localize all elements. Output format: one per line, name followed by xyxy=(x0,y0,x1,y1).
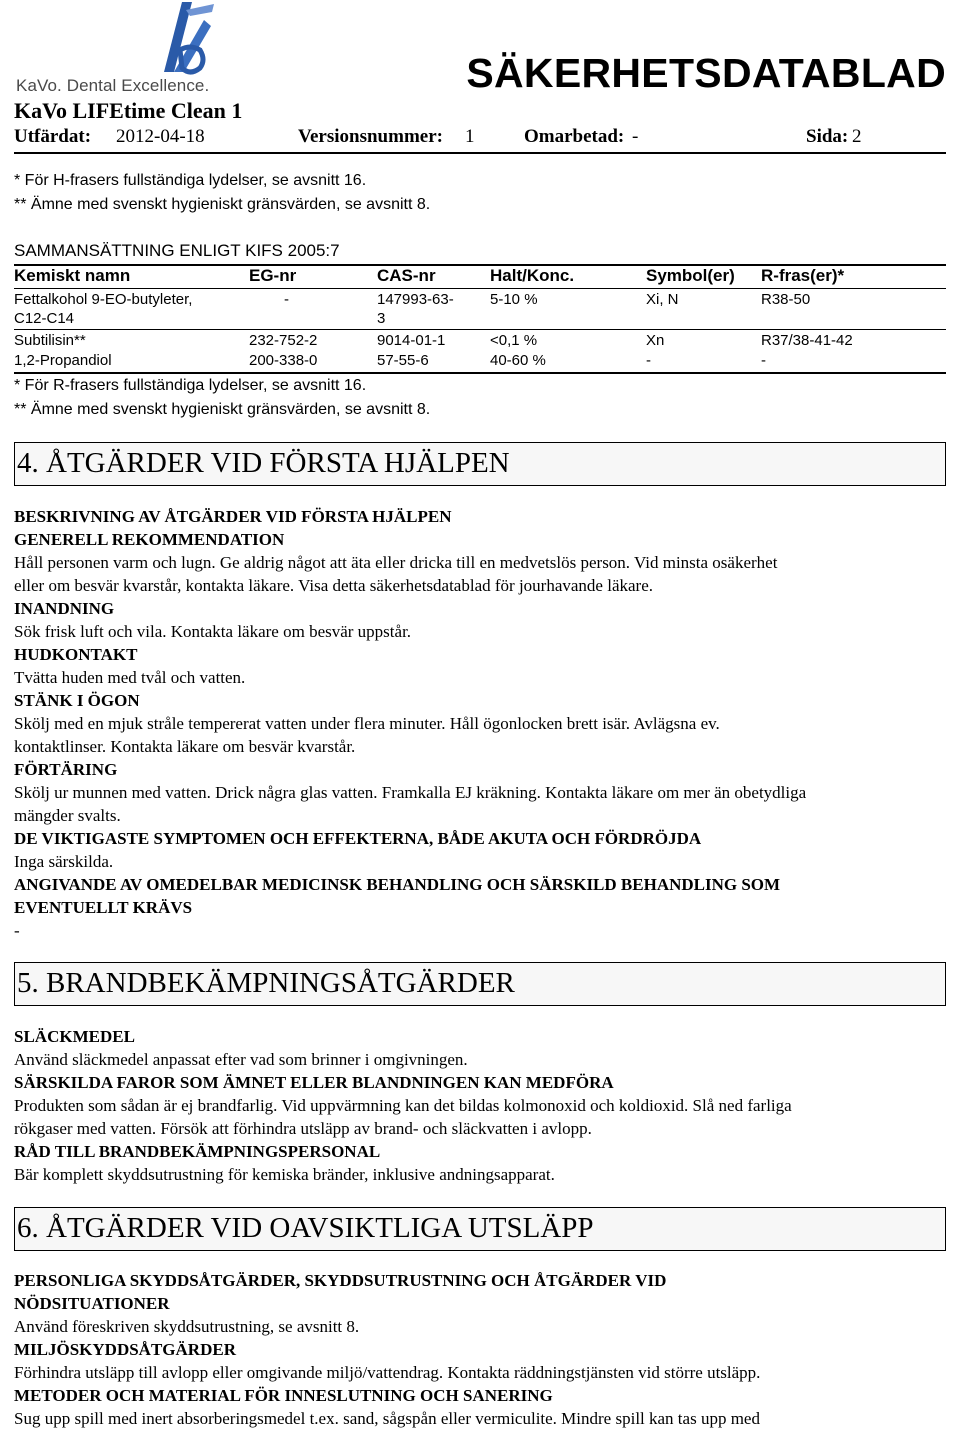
col-header-eg: EG-nr xyxy=(249,266,297,285)
subheading: METODER OCH MATERIAL FÖR INNESLUTNING OCH SANERING xyxy=(14,1386,553,1405)
body-text: Tvätta huden med tvål och vatten. xyxy=(14,668,246,687)
note-r-phrases: * För R-frasers fullständiga lydelser, se avsnitt 16. xyxy=(14,377,367,394)
cell-name: Subtilisin** xyxy=(14,332,86,349)
cell-symbol: Xn xyxy=(646,332,665,349)
subheading: EVENTUELLT KRÄVS xyxy=(14,898,193,917)
cell-cas: 9014-01-1 xyxy=(377,332,446,349)
revised-label: Omarbetad: xyxy=(524,126,625,147)
section-6-heading xyxy=(14,1207,946,1251)
cell-symbol: - xyxy=(646,352,651,369)
logo-tagline: KaVo. Dental Excellence. xyxy=(16,76,210,95)
page-label: Sida: xyxy=(806,126,849,147)
cell-cas: 147993-63- xyxy=(377,291,454,308)
subheading: BESKRIVNING AV ÅTGÄRDER VID FÖRSTA HJÄLPEN xyxy=(14,507,452,526)
subheading: SLÄCKMEDEL xyxy=(14,1027,135,1046)
body-text: kontaktlinser. Kontakta läkare om besvär kvarstår. xyxy=(14,737,356,756)
composition-title: SAMMANSÄTTNING ENLIGT KIFS 2005:7 xyxy=(14,241,340,260)
document-meta xyxy=(14,126,946,154)
body-text: eller om besvär kvarstår, kontakta läkare. Visa detta säkerhetsdatablad för jourhavande läkare. xyxy=(14,576,653,595)
cell-eg: 200-338-0 xyxy=(249,352,318,369)
version-label: Versionsnummer: xyxy=(298,126,443,147)
body-text: Använd släckmedel anpassat efter vad som brinner i omgivningen. xyxy=(14,1050,468,1069)
body-text: mängder svalts. xyxy=(14,806,121,825)
cell-conc: 5-10 % xyxy=(490,291,538,308)
cell-conc: 40-60 % xyxy=(490,352,546,369)
body-text: - xyxy=(14,921,20,940)
cell-name: 1,2-Propandiol xyxy=(14,352,112,369)
body-text: Skölj ur munnen med vatten. Drick några glas vatten. Framkalla EJ kräkning. Kontakta läkare om mer än obetydliga xyxy=(14,783,807,802)
subheading: ANGIVANDE AV OMEDELBAR MEDICINSK BEHANDLING OCH SÄRSKILD BEHANDLING SOM xyxy=(14,875,781,894)
cell-cas: 57-55-6 xyxy=(377,352,429,369)
cell-r-phrase: R38-50 xyxy=(761,291,811,308)
header-rule xyxy=(14,152,946,154)
subheading: GENERELL REKOMMENDATION xyxy=(14,530,285,549)
subheading: PERSONLIGA SKYDDSÅTGÄRDER, SKYDDSUTRUSTNING OCH ÅTGÄRDER VID xyxy=(14,1271,667,1290)
col-header-name: Kemiskt namn xyxy=(14,266,131,285)
kavo-logo-icon xyxy=(14,0,224,80)
cell-name: Fettalkohol 9-EO-butyleter, xyxy=(14,291,193,308)
body-text: Håll personen varm och lugn. Ge aldrig något att äta eller dricka till en medvetslös person. Vid minsta osäkerhet xyxy=(14,553,778,572)
note-h-phrases: * För H-frasers fullständiga lydelser, se avsnitt 16. xyxy=(14,172,367,189)
section-5-heading xyxy=(14,962,946,1006)
subheading: RÅD TILL BRANDBEKÄMPNINGSPERSONAL xyxy=(14,1142,381,1161)
product-name: KaVo LIFEtime Clean 1 xyxy=(14,98,243,123)
cell-r-phrase: R37/38-41-42 xyxy=(761,332,853,349)
body-text: Bär komplett skyddsutrustning för kemiska bränder, inklusive andningsapparat. xyxy=(14,1165,555,1184)
section-4-heading xyxy=(14,442,946,486)
body-text: Sök frisk luft och vila. Kontakta läkare om besvär uppstår. xyxy=(14,622,412,641)
subheading: DE VIKTIGASTE SYMPTOMEN OCH EFFEKTERNA, BÅDE AKUTA OCH FÖRDRÖJDA xyxy=(14,829,702,848)
subheading: MILJÖSKYDDSÅTGÄRDER xyxy=(14,1340,236,1359)
cell-eg: - xyxy=(284,291,289,308)
table-row-rule xyxy=(14,329,946,330)
body-text: Skölj med en mjuk stråle tempererat vatten under flera minuter. Håll ögonlocken brett isär. Avlägsna ev. xyxy=(14,714,720,733)
table-header-rule xyxy=(14,288,946,289)
cell-r-phrase: - xyxy=(761,352,766,369)
page-value: 2 xyxy=(852,126,862,147)
body-text: rökgaser med vatten. Försök att förhindra utsläpp av brand- och släckvatten i avlopp. xyxy=(14,1119,592,1138)
note-hygiene: ** Ämne med svenskt hygieniskt gränsvärden, se avsnitt 8. xyxy=(14,196,431,213)
body-text: Produkten som sådan är ej brandfarlig. Vid uppvärmning kan det bildas kolmonoxid och koldioxid. Slå ned farliga xyxy=(14,1096,792,1115)
col-header-symbol: Symbol(er) xyxy=(646,266,735,285)
subheading: HUDKONTAKT xyxy=(14,645,138,664)
cell-cas: 3 xyxy=(377,310,386,327)
version-value: 1 xyxy=(465,126,475,147)
col-header-r-phrase: R-fras(er)* xyxy=(761,266,845,285)
body-text: Förhindra utsläpp till avlopp eller omgivande miljö/vattendrag. Kontakta räddningstjänsten vid större utsläpp. xyxy=(14,1363,761,1382)
section-4-title: 4. ÅTGÄRDER VID FÖRSTA HJÄLPEN xyxy=(17,447,510,479)
table-bottom-rule xyxy=(14,372,946,374)
body-text: Använd föreskriven skyddsutrustning, se avsnitt 8. xyxy=(14,1317,360,1336)
col-header-cas: CAS-nr xyxy=(377,266,436,285)
subheading: STÄNK I ÖGON xyxy=(14,691,140,710)
subheading: INANDNING xyxy=(14,599,115,618)
subheading: FÖRTÄRING xyxy=(14,760,118,779)
note-hygiene-2: ** Ämne med svenskt hygieniskt gränsvärden, se avsnitt 8. xyxy=(14,401,431,418)
section-6-title: 6. ÅTGÄRDER VID OAVSIKTLIGA UTSLÄPP xyxy=(17,1212,594,1244)
issued-label: Utfärdat: xyxy=(14,126,92,147)
section-5-title: 5. BRANDBEKÄMPNINGSÅTGÄRDER xyxy=(17,967,515,999)
body-text: Sug upp spill med inert absorberingsmedel t.ex. sand, sågspån eller vermiculite. Mindre spill kan tas upp med xyxy=(14,1409,760,1428)
subheading: NÖDSITUATIONER xyxy=(14,1294,170,1313)
revised-value: - xyxy=(632,126,639,147)
issued-value: 2012-04-18 xyxy=(116,126,205,147)
document-title: SÄKERHETSDATABLAD xyxy=(466,50,946,96)
subheading: SÄRSKILDA FAROR SOM ÄMNET ELLER BLANDNINGEN KAN MEDFÖRA xyxy=(14,1073,614,1092)
cell-name: C12-C14 xyxy=(14,310,75,327)
body-text: Inga särskilda. xyxy=(14,852,114,871)
cell-conc: <0,1 % xyxy=(490,332,538,349)
cell-eg: 232-752-2 xyxy=(249,332,318,349)
cell-symbol: Xi, N xyxy=(646,291,679,308)
col-header-conc: Halt/Konc. xyxy=(490,266,575,285)
